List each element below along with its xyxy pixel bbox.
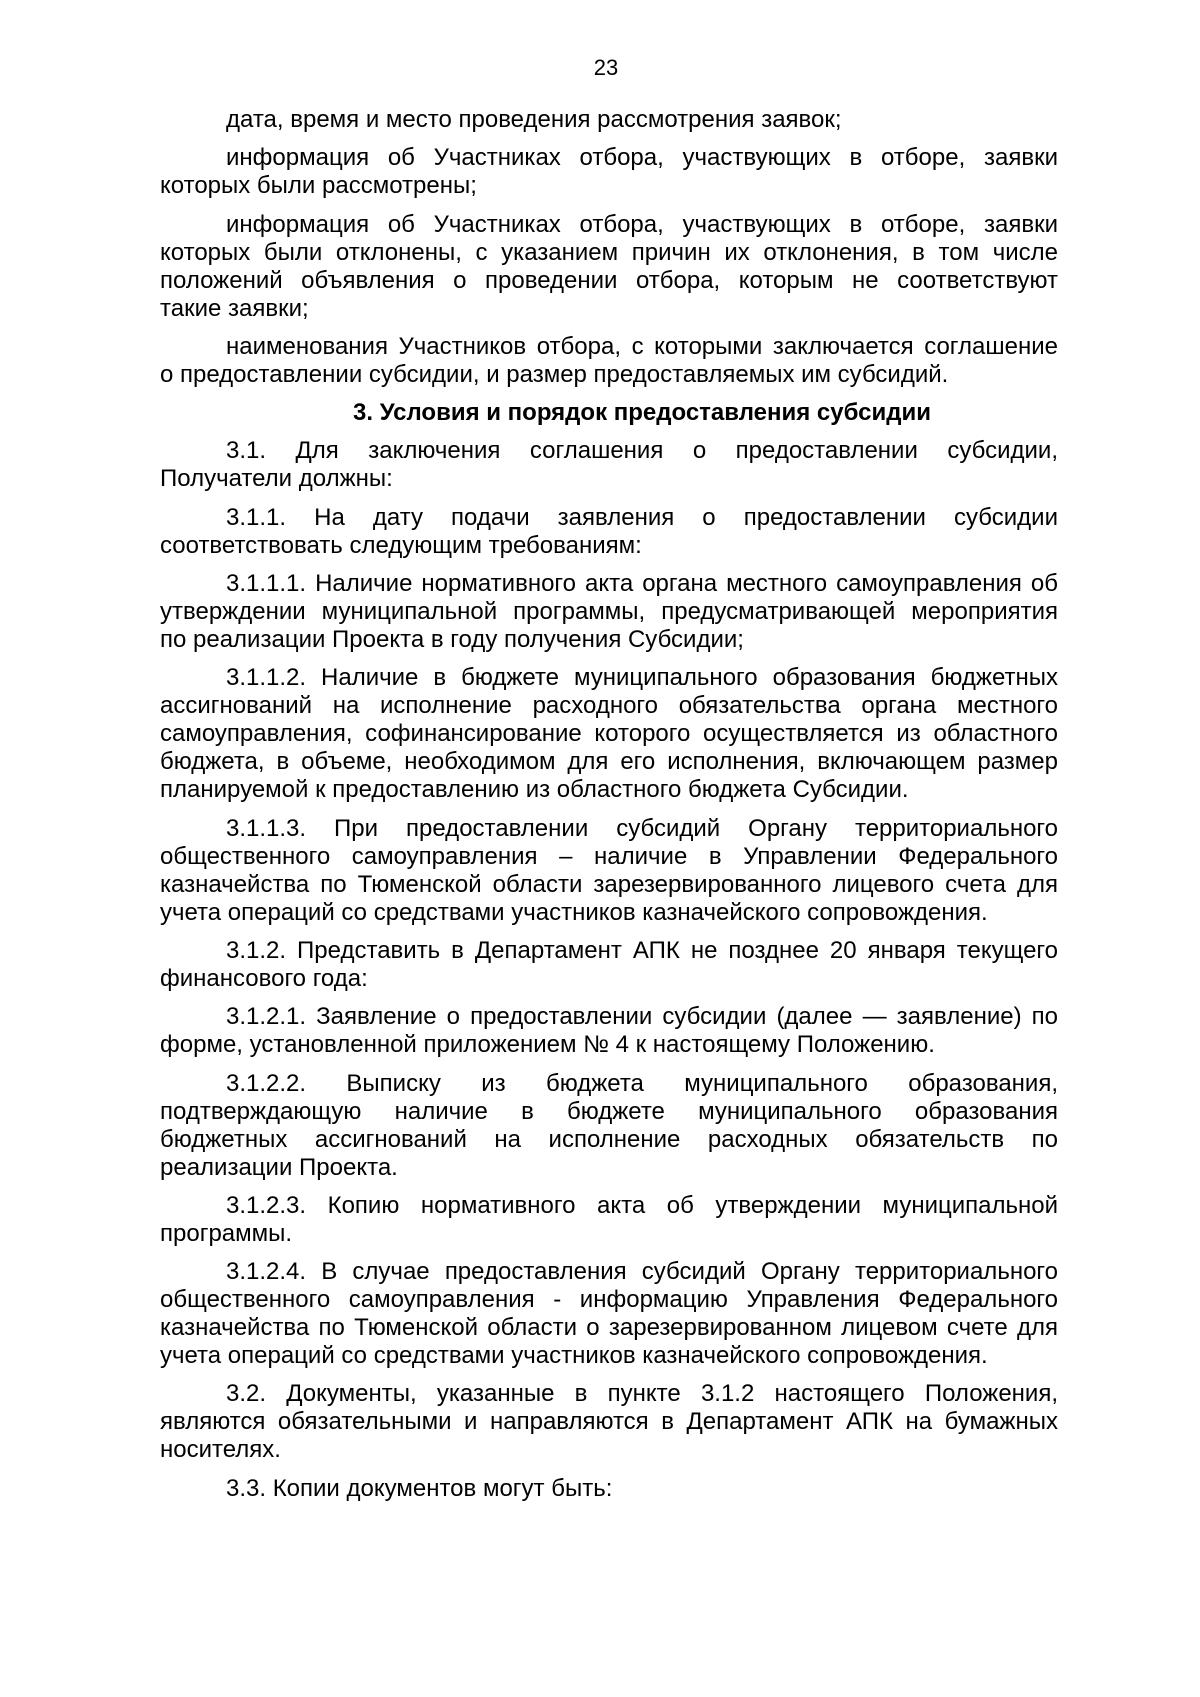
paragraph (160, 1258, 1058, 1370)
text-line: о предоставлении субсидии, и размер предоставляемых им субсидий. (160, 360, 949, 388)
text-line: 3.1.1.3. При предоставлении субсидий Органу территориального (226, 814, 1058, 842)
paragraph (160, 1475, 1058, 1503)
text-line: 3.1.2.2. Выписку из бюджета муниципального образования, (226, 1069, 1058, 1097)
text-line: дата, время и место проведения рассмотрения заявок; (226, 106, 842, 133)
paragraph (160, 333, 1058, 389)
text-line: 3.1. Для заключения соглашения о предоставлении субсидии, (226, 437, 1058, 465)
text-line: информация об Участниках отбора, участвующих в отборе, заявки (226, 144, 1058, 172)
text-line: такие заявки; (160, 294, 309, 322)
text-line: 3.1.1.1. Наличие нормативного акта органа местного самоуправления об (226, 570, 1058, 598)
list-continuation (160, 106, 1058, 389)
text-line: 3.1.1. На дату подачи заявления о предоставлении субсидии (226, 503, 1058, 531)
section-heading: 3. Условия и порядок предоставления субсидии (353, 399, 931, 427)
text-line: планируемой к предоставлению из областного бюджета Субсидии. (160, 776, 909, 804)
paragraph (160, 1380, 1058, 1464)
paragraph (160, 1070, 1058, 1182)
paragraph (160, 937, 1058, 993)
paragraph (160, 144, 1058, 200)
text-line: носителях. (160, 1436, 281, 1464)
text-line: казначейства по Тюменской области о зарезервированном лицевом счете для (160, 1314, 1058, 1342)
text-line: 3.1.2.1. Заявление о предоставлении субсидии (далее — заявление) по (226, 1003, 1058, 1031)
paragraph (160, 106, 1058, 134)
text-line: соответствовать следующим требованиям: (160, 531, 642, 559)
text-line: общественного самоуправления - информацию Управления Федерального (160, 1286, 1058, 1314)
text-line: казначейства по Тюменской области зарезервированного лицевого счета для (160, 870, 1058, 898)
paragraph (160, 570, 1058, 654)
text-line: подтверждающую наличие в бюджете муниципального образования (160, 1097, 1058, 1125)
text-line: бюджета, в объеме, необходимом для его исполнения, включающем размер (160, 748, 1058, 776)
text-line: 3.1.2.4. В случае предоставления субсидий Органу территориального (226, 1258, 1058, 1286)
text-line: 3.2. Документы, указанные в пункте 3.1.2 настоящего Положения, (226, 1380, 1058, 1408)
paragraph (160, 211, 1058, 323)
text-line: утверждении муниципальной программы, предусматривающей мероприятия (160, 598, 1058, 626)
text-line: 3.1.2. Представить в Департамент АПК не позднее 20 января текущего (226, 936, 1058, 964)
text-line: общественного самоуправления – наличие в Управлении Федерального (160, 842, 1058, 870)
section-body (160, 437, 1058, 1502)
text-line: форме, установленной приложением № 4 к настоящему Положению. (160, 1031, 935, 1059)
paragraph (160, 1192, 1058, 1248)
page-number: 23 (593, 55, 619, 80)
document-body (160, 106, 1058, 1513)
text-line: являются обязательными и направляются в Департамент АПК на бумажных (160, 1408, 1058, 1436)
paragraph (160, 664, 1058, 804)
text-line: 3.3. Копии документов могут быть: (226, 1474, 613, 1502)
text-line: положений объявления о проведении отбора, которым не соответствуют (160, 266, 1058, 294)
paragraph (160, 437, 1058, 493)
text-line: реализации Проекта. (160, 1153, 398, 1181)
text-line: самоуправления, софинансирование которого осуществляется из областного (160, 720, 1058, 748)
text-line: финансового года: (160, 964, 368, 992)
paragraph (160, 504, 1058, 560)
text-line: информация об Участниках отбора, участвующих в отборе, заявки (226, 210, 1058, 238)
text-line: которых были отклонены, с указанием причин их отклонения, в том числе (160, 238, 1058, 266)
text-line: ассигнований на исполнение расходного обязательства органа местного (160, 692, 1058, 720)
paragraph (160, 815, 1058, 927)
text-line: 3.1.2.3. Копию нормативного акта об утверждении муниципальной (226, 1191, 1058, 1219)
text-line: наименования Участников отбора, с которыми заключается соглашение (226, 332, 1058, 360)
text-line: учета операций со средствами участников казначейского сопровождения. (160, 1342, 988, 1370)
text-line: бюджетных ассигнований на исполнение расходных обязательств по (160, 1125, 1058, 1153)
text-line: учета операций со средствами участников казначейского сопровождения. (160, 898, 988, 926)
text-line: программы. (160, 1219, 293, 1247)
text-line: по реализации Проекта в году получения Субсидии; (160, 626, 744, 654)
text-line: 3.1.1.2. Наличие в бюджете муниципального образования бюджетных (226, 664, 1058, 692)
text-line: Получатели должны: (160, 465, 393, 493)
text-line: которых были рассмотрены; (160, 172, 477, 200)
paragraph (160, 1003, 1058, 1059)
